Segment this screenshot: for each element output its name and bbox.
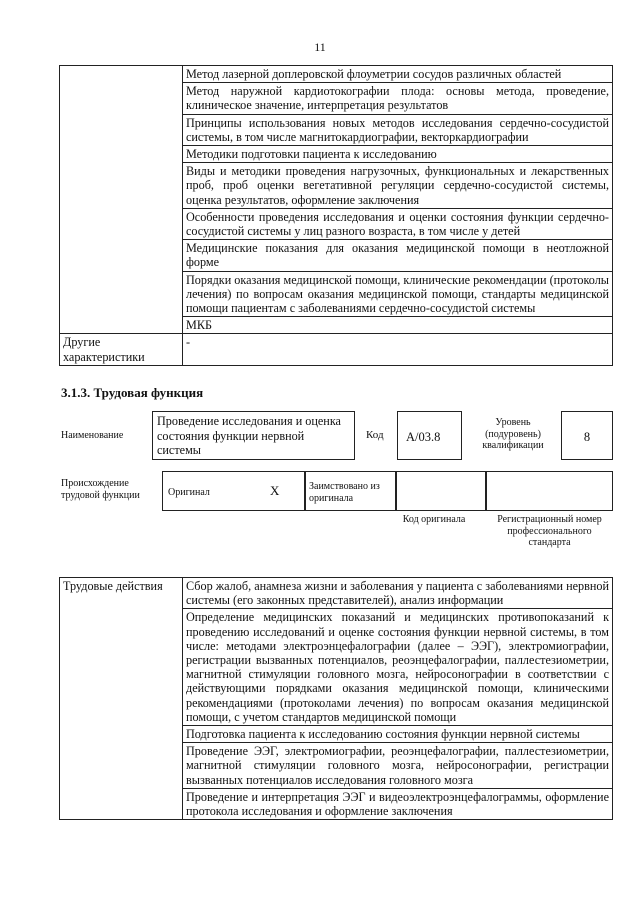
table-row — [60, 578, 613, 609]
name-label: Наименование — [61, 430, 124, 441]
labor-actions-label: Трудовые действия — [60, 578, 183, 820]
labor-action-item: Подготовка пациента к исследованию состояния функции нервной системы — [183, 726, 613, 743]
reg-number-box — [486, 471, 613, 511]
knowledge-item: Виды и методики проведения нагрузочных, функциональных и лекарственных проб, проб оценки вегетативной регуляции сердечно-сосудистой системы, оценка результатов, оформление заключения — [183, 163, 613, 209]
origin-label: Происхождение трудовой функции — [61, 478, 140, 501]
labor-action-item: Сбор жалоб, анамнеза жизни и заболевания у пациента с заболеваниями нервной системы (его законных представителей), анализ информации — [183, 578, 613, 609]
level-box: 8 — [561, 411, 613, 460]
code-original-caption: Код оригинала — [402, 514, 466, 525]
section-heading: 3.1.3. Трудовая функция — [61, 385, 204, 400]
table-row — [60, 66, 613, 83]
level-label: Уровень (подуровень) квалификации — [482, 417, 544, 451]
labor-action-item: Определение медицинских показаний и медицинских противопоказаний к проведению исследований и оценке состояния функции нервной системы, в том числе: методами электроэнцефалографии (далее – ЭЭГ), электромиографии, регистрации вызванных потенциалов, реоэнцефалографии, паллестезиометрии, магнитной стимуляции головного мозга, нейросонографии в соответствии с действующими порядками оказания медицинской помощи, клиническими рекомендациями (протоколами лечения) по вопросам оказания медицинской помощи, с учетом стандартов медицинской помощи — [183, 609, 613, 726]
knowledge-table — [59, 65, 613, 366]
labor-action-item: Проведение и интерпретация ЭЭГ и видеоэлектроэнцефалограммы, оформление протокола исследования и оформление заключения — [183, 788, 613, 819]
function-code-box: A/03.8 — [397, 411, 462, 460]
original-label: Оригинал — [168, 487, 210, 498]
table-label-cell-empty — [60, 66, 183, 334]
knowledge-item: Медицинские показания для оказания медицинской помощи в неотложной форме — [183, 240, 613, 271]
knowledge-item: Метод наружной кардиотокографии плода: основы метода, проведение, клиническое значение, интерпретация результатов — [183, 83, 613, 114]
labor-actions-table — [59, 577, 613, 820]
original-mark: X — [270, 483, 280, 498]
page-number: 11 — [314, 40, 326, 54]
knowledge-item: Методики подготовки пациента к исследованию — [183, 146, 613, 163]
other-characteristics-label: Другие характеристики — [60, 334, 183, 365]
knowledge-item: Принципы использования новых методов исследования сердечно-сосудистой системы, в том числе магнитокардиографии, векторкардиографии — [183, 114, 613, 145]
knowledge-item: Особенности проведения исследования и оценки состояния функции сердечно-сосудистой системы у лиц разного возраста, в том числе у детей — [183, 208, 613, 239]
function-name-box: Проведение исследования и оценка состояния функции нервной системы — [152, 411, 355, 460]
other-characteristics-value: - — [183, 334, 613, 365]
knowledge-item: МКБ — [183, 317, 613, 334]
reg-number-caption: Регистрационный номер профессионального стандарта — [497, 514, 602, 548]
knowledge-item: Порядки оказания медицинской помощи, клинические рекомендации (протоколы лечения) по вопросам оказания медицинской помощи, стандарты медицинской помощи пациентам с заболеваниями сердечно-сосудистой системы — [183, 271, 613, 317]
code-label: Код — [366, 429, 384, 441]
code-original-box — [396, 471, 486, 511]
labor-action-item: Проведение ЭЭГ, электромиографии, реоэнцефалографии, паллестезиометрии, магнитной стимуляции головного мозга, нейросонографии, регистрации вызванных потенциалов исследования головного мозга — [183, 743, 613, 789]
knowledge-item: Метод лазерной доплеровской флоуметрии сосудов различных областей — [183, 66, 613, 83]
borrowed-label: Заимствовано из оригинала — [309, 481, 380, 504]
table-row — [60, 334, 613, 365]
